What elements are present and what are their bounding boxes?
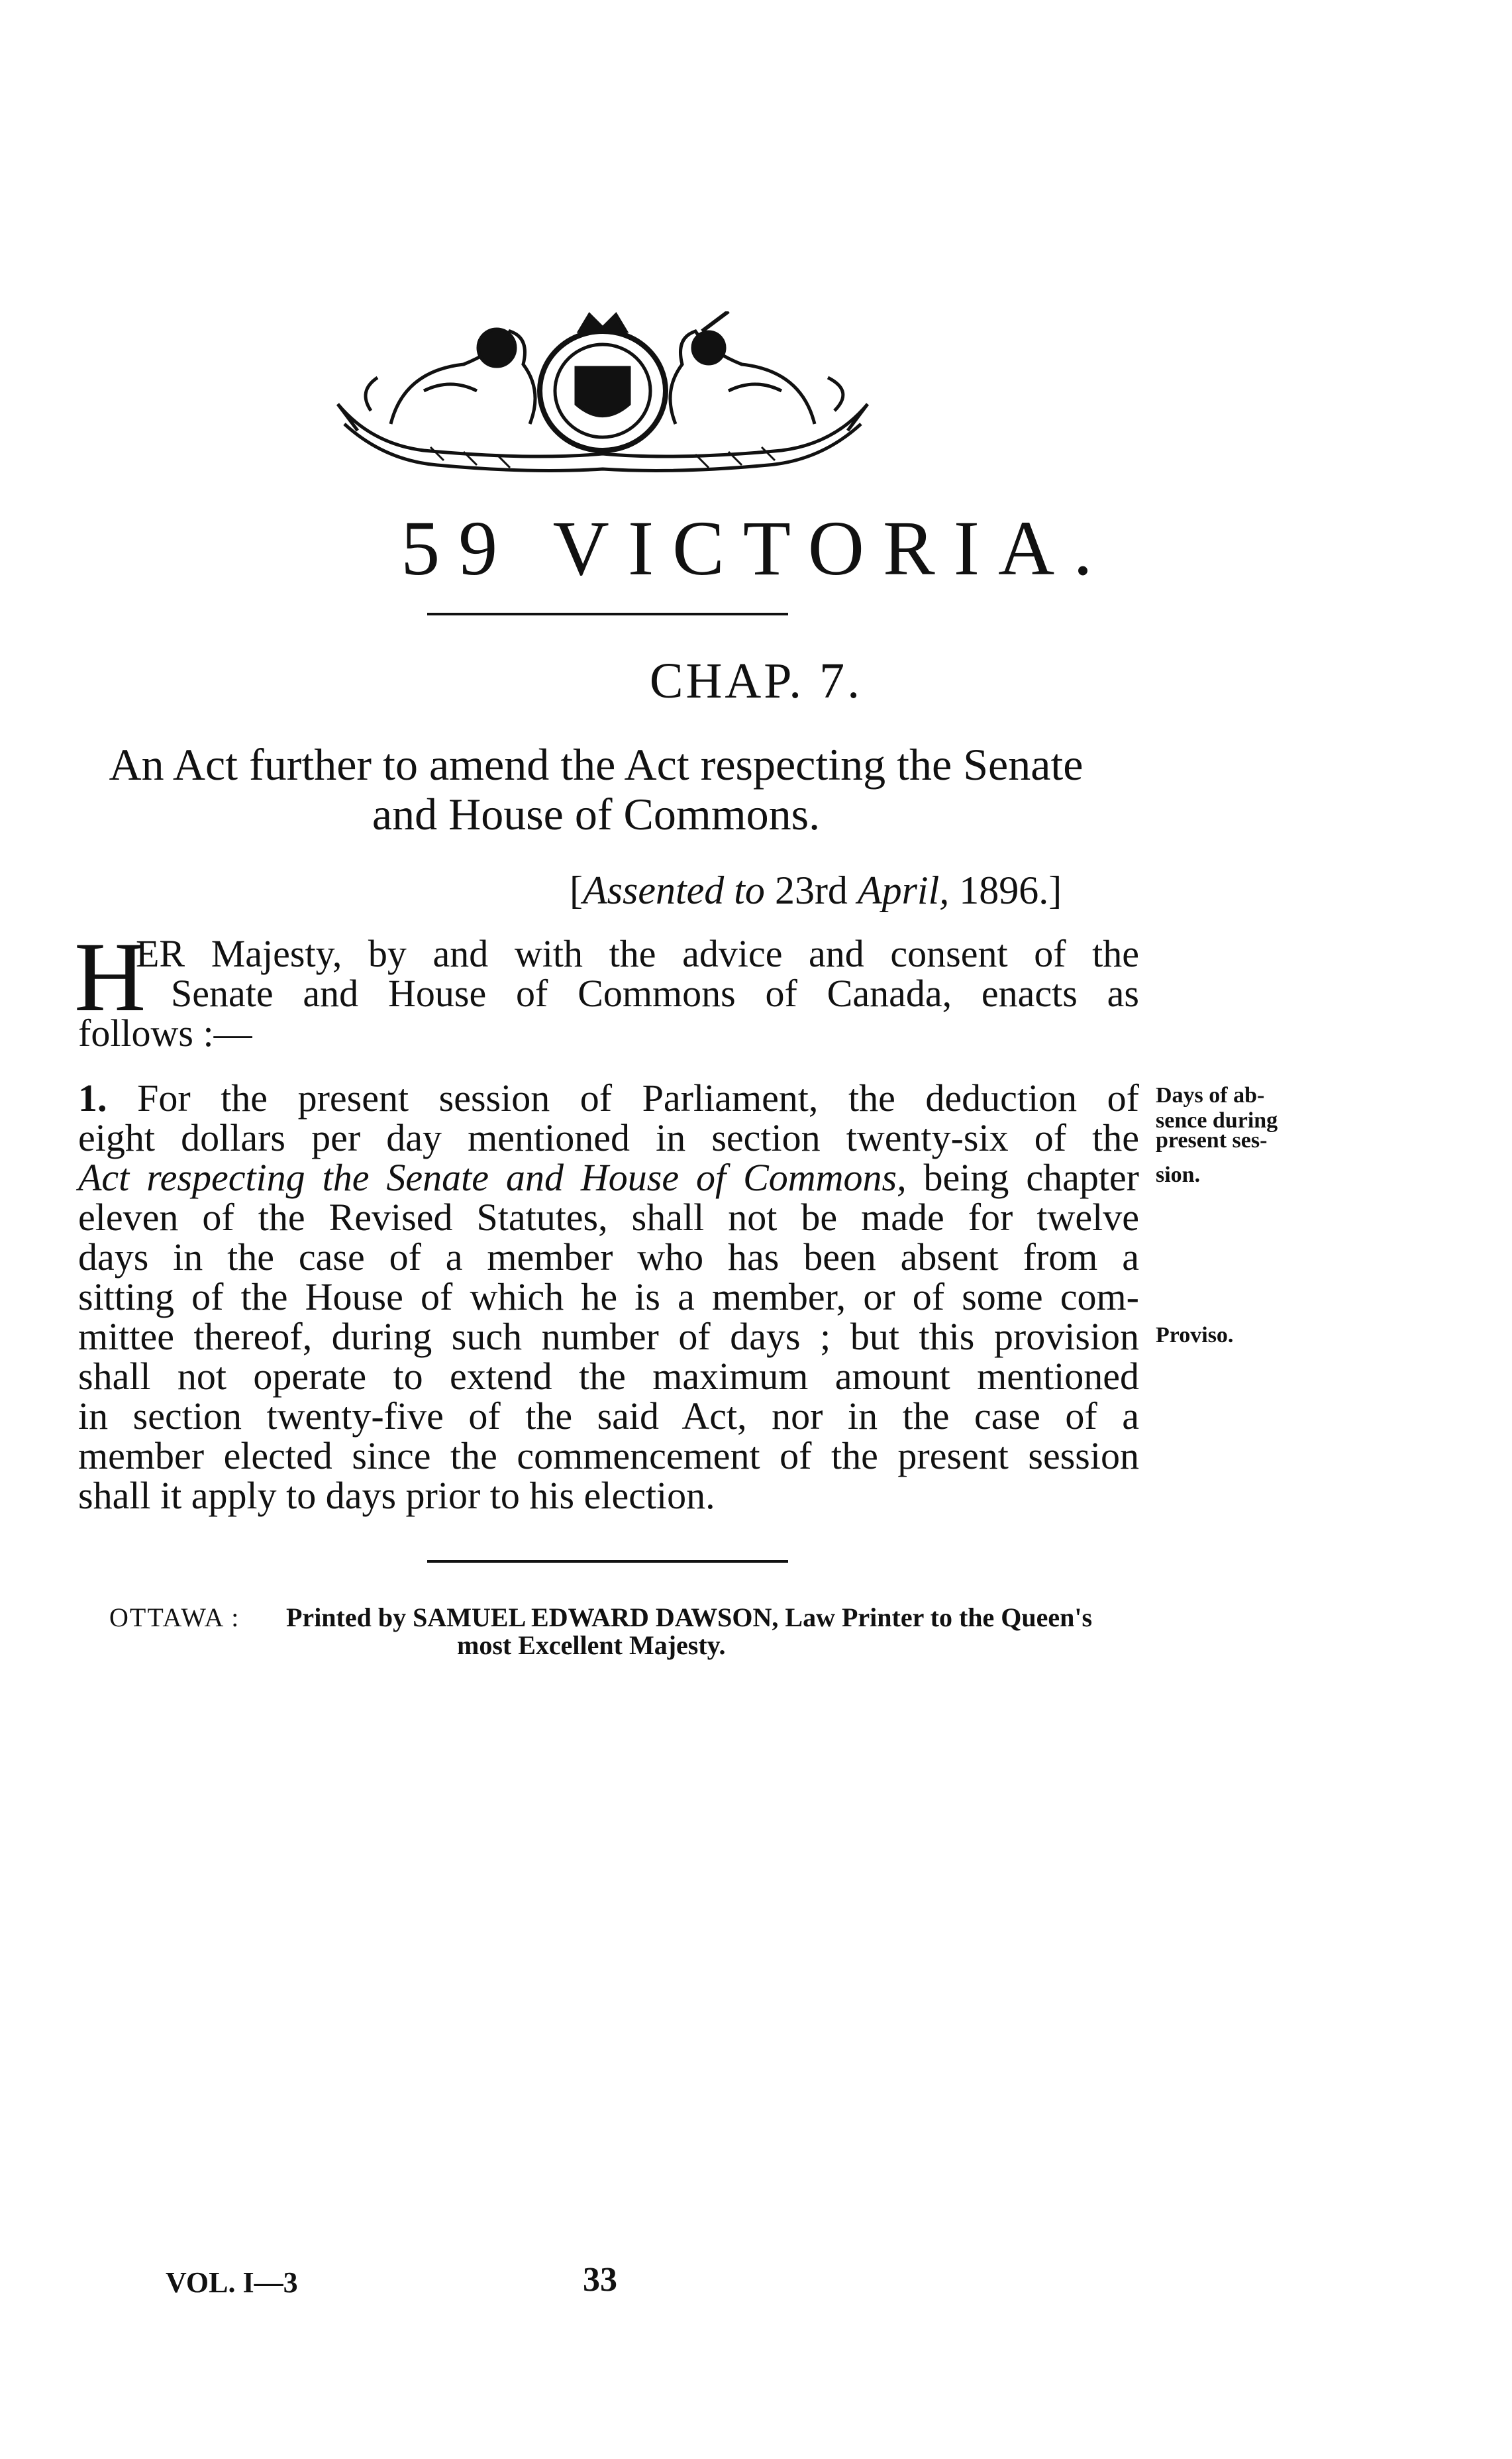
act-citation: Act respecting the Senate and House of Commons,: [78, 1156, 907, 1199]
section-1-line-6: sitting of the House of which he is a member, or of some com-: [78, 1275, 1139, 1318]
section-1-line-1-text: For the present session of Parliament, the deduction of: [137, 1076, 1139, 1120]
preamble-line-1: ER Majesty, by and with the advice and consent of the: [136, 932, 1139, 975]
page-number: 33: [583, 2261, 617, 2299]
printer-line-1: Printed by SAMUEL EDWARD DAWSON, Law Printer to the Queen's: [286, 1602, 1093, 1632]
section-1-line-10: member elected since the commencement of the present session: [78, 1434, 1139, 1477]
preamble-line-2: Senate and House of Commons of Canada, enacts as: [171, 972, 1139, 1015]
section-1-line-1: [78, 1078, 1139, 1118]
marginal-note-proviso: Proviso.: [1156, 1323, 1234, 1347]
assent-prefix: Assented to: [582, 868, 765, 912]
section-1-line-4: eleven of the Revised Statutes, shall not be made for twelve: [78, 1196, 1139, 1239]
section-1-line-3: [78, 1158, 1139, 1198]
section-1-line-8: shall not operate to extend the maximum amount mentioned: [78, 1355, 1139, 1398]
section-1-line-9: in section twenty-five of the said Act, nor in the case of a: [78, 1394, 1139, 1438]
section-1-line-11: shall it apply to days prior to his election.: [78, 1474, 715, 1517]
section-1-line-2: eight dollars per day mentioned in section twenty-six of the: [78, 1116, 1139, 1159]
chapter-heading: CHAP. 7.: [649, 653, 863, 709]
section-1-line-5: days in the case of a member who has been absent from a: [78, 1235, 1139, 1279]
marginal-note-absence-line-1: Days of ab-: [1156, 1083, 1265, 1108]
act-title-line-2: and House of Commons.: [372, 789, 821, 839]
section-1-line-7: mittee thereof, during such number of days ; but this provision: [78, 1315, 1139, 1358]
volume-signature: VOL. I—3: [166, 2266, 298, 2299]
section-1-line-3-rest: being chapter: [923, 1156, 1139, 1199]
act-title-line-1: An Act further to amend the Act respecting the Senate: [109, 739, 1084, 790]
assent-year: 1896.: [959, 868, 1049, 912]
section-number: 1.: [78, 1076, 107, 1120]
heading-divider: [427, 613, 788, 615]
royal-coat-of-arms-crest: [331, 311, 874, 477]
assent-day: 23rd: [774, 868, 848, 912]
preamble-dropcap: H: [74, 922, 146, 1032]
marginal-note-absence-line-3: present ses-: [1156, 1128, 1268, 1153]
reign-heading: 59 VICTORIA.: [401, 505, 1111, 592]
marginal-note-absence-line-2: sence during: [1156, 1108, 1278, 1133]
assent-date: [Assented to 23rd April, 1896.]: [570, 868, 1062, 912]
assent-month: April,: [857, 868, 950, 912]
printer-line-2: most Excellent Majesty.: [457, 1630, 726, 1660]
marginal-note-absence-line-4: sion.: [1156, 1163, 1201, 1187]
preamble-line-3: follows :—: [78, 1012, 252, 1055]
printer-place: OTTAWA :: [109, 1602, 240, 1632]
printer-divider: [427, 1560, 788, 1563]
